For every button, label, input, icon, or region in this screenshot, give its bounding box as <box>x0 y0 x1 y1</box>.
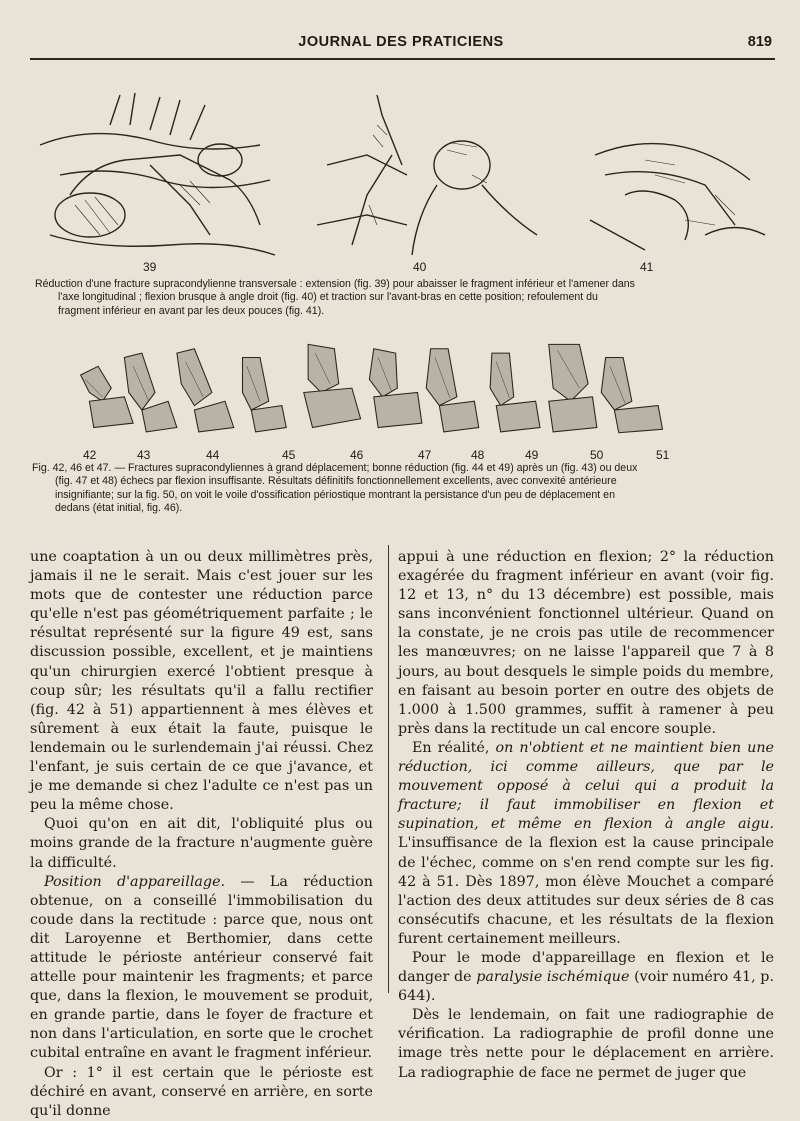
caption-line: (fig. 47 et 48) échecs par flexion insuffisante. Résultats définitifs fonctionnellement excellents, avec convexité antérieure <box>55 475 617 488</box>
header-rule <box>30 58 775 60</box>
figure-label-47: 47 <box>418 448 432 462</box>
figure-label-46: 46 <box>350 448 364 462</box>
paragraph: Dès le lendemain, on fait une radiographie de vérification. La radiographie de profil donne une image très nette pour le déplacement en arrière. La radiographie de face ne permet de juger que <box>398 1007 774 1081</box>
figure-label-50: 50 <box>590 448 604 462</box>
figure-41-illustration <box>585 125 775 255</box>
reduction-illustrations <box>25 65 775 274</box>
figure-label-51: 51 <box>656 448 670 462</box>
figure-40-illustration <box>307 95 547 260</box>
italic-emphasis: paralysie ischémique <box>476 969 630 986</box>
paragraph: Quoi qu'on en ait dit, l'obliquité plus ou moins grande de la fracture n'augmente guère la difficulté. <box>30 816 373 871</box>
caption-line: l'axe longitudinal ; flexion brusque à angle droit (fig. 40) et traction sur l'avant-bras en cette position; refoulement du <box>58 291 598 304</box>
paragraph: Position d'appareillage. — La réduction obtenue, on a conseillé l'immobilisation du coude dans la rectitude : parce que, nous ont dit Laroyenne et Berthomier, dans cette attitude le périoste antérieur conservé fait attelle pour maintenir les fragments; et parce que, dans la flexion, le mouvement se produit, en grande partie, dans le foyer de fracture et non dans l'articulation, en sorte que le crochet cubital entraîne en avant le fragment inférieur. <box>30 873 373 1062</box>
figure-label-42: 42 <box>83 448 97 462</box>
running-header <box>30 32 772 54</box>
radiograph-sketch-strip <box>55 340 745 445</box>
figure-label-44: 44 <box>206 448 220 462</box>
figure-39-illustration <box>30 85 280 260</box>
paragraph: En réalité, on n'obtient et ne maintient bien une réduction, ici comme ailleurs, que par le mouvement opposé à celui qui a produit la fracture; il faut immobiliser en flexion et supination, et même en flexion à angle aigu. L'insuffisance de la flexion est la cause principale de l'échec, comme on s'en rend compte sur les fig. 42 à 51. Dès 1897, mon élève Mouchet a comparé l'action des deux attitudes sur deux séries de 8 cas consécutifs chacune, et les résultats de la flexion furent certainement meilleurs. <box>398 739 775 947</box>
column-divider <box>388 545 389 993</box>
figure-label-41: 41 <box>640 260 654 274</box>
figure-label-40: 40 <box>413 260 427 274</box>
figure-label-48: 48 <box>471 448 485 462</box>
caption-line: insignifiante; sur la fig. 50, on voit le voile d'ossification périostique montrant la persistance d'un peu de déplacement en <box>55 488 615 501</box>
journal-title: JOURNAL DES PRATICIENS <box>298 34 504 50</box>
left-column <box>30 548 373 1121</box>
paragraph: une coaptation à un ou deux millimètres près, jamais il ne le serait. Mais c'est jouer sur les mots que de contester une réduction parce qu'elle n'est pas géométriquement parfaite ; le résultat représenté sur la figure 49 est, sans discussion possible, excellent, et je maintiens qu'un chirurgien exercé l'obtient presque à coup sûr; les résultats qu'il a fallu rectifier (fig. 42 à 51) appartiennent à mes élèves et sûrement à eux était la faute, puisque le lendemain ou le surlendemain j'ai réussi. Chez l'enfant, je suis certain de ce que j'avance, et je me demande si chez l'adulte ce n'est pas un peu la même chose. <box>30 549 373 814</box>
right-column <box>398 548 774 1083</box>
figure-label-45: 45 <box>282 448 296 462</box>
caption-figures-42-51 <box>32 462 775 516</box>
caption-line: Réduction d'une fracture supracondylienne transversale : extension (fig. 39) pour abaisser le fragment inférieur et l'amener dans <box>35 278 635 290</box>
caption-line: Fig. 42, 46 et 47. — Fractures supracondyliennes à grand déplacement; bonne réduction (fig. 44 et 49) après un (fig. 43) ou deux <box>32 462 638 474</box>
paragraph: appui à une réduction en flexion; 2° la réduction exagérée du fragment inférieur en avant (voir fig. 12 et 13, n° du 13 décembre) est possible, mais sans inconvénient fonctionnel ultérieur. Quand on la constate, je ne crois pas utile de recommencer les manœuvres; on ne laisse l'appareil que 7 à 8 jours, au bout desquels le simple poids du membre, en faisant au besoin porter en outre des objets de 1.000 à 1.500 grammes, suffit à ramener à peu près dans la rectitude un cal encore souple. <box>398 549 774 737</box>
italic-emphasis: Position d'appareillage. <box>44 873 226 890</box>
page-number: 819 <box>747 34 772 50</box>
figure-label-49: 49 <box>525 448 539 462</box>
figure-label-43: 43 <box>137 448 151 462</box>
paragraph: Or : 1° il est certain que le périoste est déchiré en avant, conservé en arrière, en sorte qu'il donne <box>30 1064 373 1119</box>
paragraph: Pour le mode d'appareillage en flexion et le danger de paralysie ischémique (voir numéro 41, p. 644). <box>398 949 774 1005</box>
italic-emphasis: on n'obtient et ne maintient bien une réduction, ici comme ailleurs, que par le mouvement opposé à celui qui a produit la fracture; il faut immobiliser en flexion et supination, et même en flexion à angle aigu. <box>398 739 775 833</box>
caption-figures-39-41 <box>35 278 775 318</box>
caption-line: fragment inférieur en avant par les deux pouces (fig. 41). <box>58 304 325 317</box>
radiograph-sketches <box>25 340 775 460</box>
caption-line: dedans (état initial, fig. 46). <box>55 502 183 515</box>
figure-label-39: 39 <box>143 260 157 274</box>
